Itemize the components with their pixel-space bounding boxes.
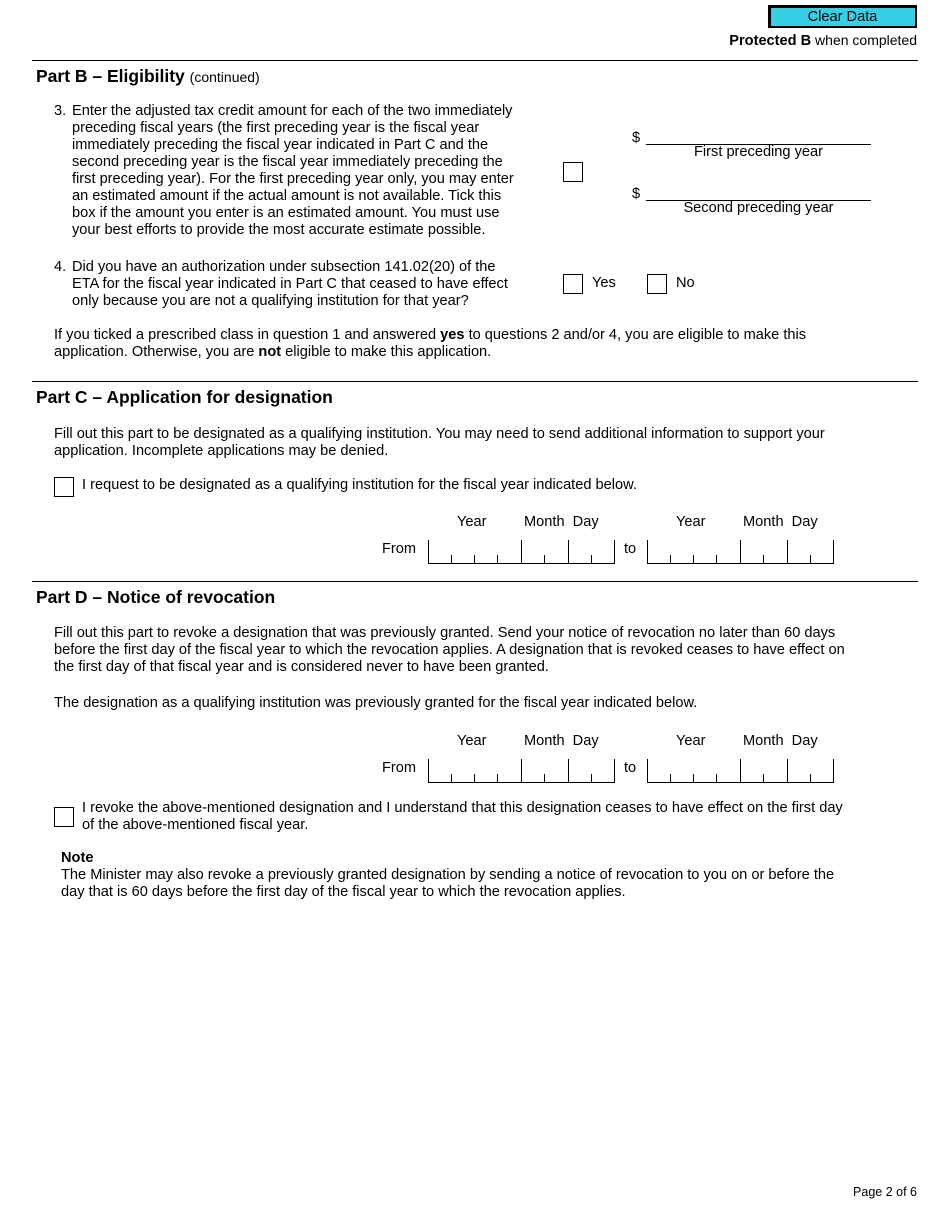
q4-number: 4.: [54, 259, 67, 275]
q3-number: 3.: [54, 103, 67, 119]
part-c-to-month-day-label: Month Day: [743, 514, 818, 530]
revoke-designation-label: [82, 800, 843, 834]
q4-line: Did you have an authorization under subsection 141.02(20) of the: [72, 259, 496, 275]
q3-line: preceding fiscal years (the first preceding year is the fiscal year: [72, 120, 480, 136]
note-line: The Minister may also revoke a previously granted designation by sending a notice of revocation to you on or before the: [61, 867, 835, 883]
previously-granted-text: The designation as a qualifying institution was previously granted for the fiscal year indicated below.: [54, 695, 698, 711]
part-c-from-date-field[interactable]: [428, 540, 615, 564]
page-number: Page 2 of 6: [853, 1185, 917, 1199]
q4-line: ETA for the fiscal year indicated in Part C that ceased to have effect: [72, 276, 508, 292]
eligibility-yes-bold: yes: [440, 327, 465, 343]
part-d-intro-line: the first day of that fiscal year and is considered never to have been granted.: [54, 659, 549, 675]
q3-line: immediately preceding the fiscal year indicated in Part C and the: [72, 137, 489, 153]
part-b-title-sub: (continued): [189, 69, 260, 85]
part-c-to-date-field[interactable]: [647, 540, 834, 564]
eligibility-text: application. Otherwise, you are: [54, 344, 259, 360]
part-c-title: Part C – Application for designation: [36, 387, 333, 407]
first-preceding-year-label: First preceding year: [694, 144, 823, 160]
part-c-intro-line: application. Incomplete applications may be denied.: [54, 443, 389, 459]
eligibility-text: to questions 2 and/or 4, you are eligible to make this: [464, 327, 807, 343]
q4-yes-label: Yes: [592, 275, 616, 291]
note-line: day that is 60 days before the first day of the fiscal year to which the revocation applies.: [61, 884, 626, 900]
q4-no-checkbox[interactable]: [647, 274, 667, 294]
part-d-to-label: to: [624, 760, 637, 776]
part-c-to-year-label: Year: [676, 514, 706, 530]
part-c-from-year-label: Year: [457, 514, 487, 530]
eligibility-text: If you ticked a prescribed class in question 1 and answered: [54, 327, 441, 343]
q3-line: Enter the adjusted tax credit amount for each of the two immediately: [72, 103, 513, 119]
eligibility-line-1: [54, 327, 806, 344]
q4-no-label: No: [676, 275, 695, 291]
part-d-intro: [54, 625, 845, 676]
divider-part-c: [32, 381, 918, 382]
clear-data-button[interactable]: Clear Data: [768, 5, 917, 28]
part-d-title: Part D – Notice of revocation: [36, 587, 276, 607]
eligibility-statement: [54, 327, 806, 361]
part-c-from-label: From: [382, 541, 417, 557]
q3-line: box if the amount you enter is an estimated amount. You must use: [72, 205, 500, 221]
part-d-intro-line: Fill out this part to revoke a designation that was previously granted. Send your notice of revocation no later than 60 days: [54, 625, 836, 641]
note-title: Note: [61, 850, 94, 866]
q3-line: an estimated amount if the actual amount is not available. Tick this: [72, 188, 502, 204]
part-c-intro: [54, 426, 825, 460]
q4-line: only because you are not a qualifying institution for that year?: [72, 293, 469, 309]
estimated-amount-checkbox[interactable]: [563, 162, 583, 182]
part-d-to-year-label: Year: [676, 733, 706, 749]
part-d-to-date-field[interactable]: [647, 759, 834, 783]
part-d-from-month-day-label: Month Day: [524, 733, 599, 749]
eligibility-line-2: [54, 344, 806, 361]
q3-text: [72, 103, 552, 239]
eligibility-not-bold: not: [258, 344, 282, 360]
part-d-from-label: From: [382, 760, 417, 776]
part-d-to-month-day-label: Month Day: [743, 733, 818, 749]
request-designation-label: I request to be designated as a qualifying institution for the fiscal year indicated below.: [82, 477, 637, 493]
q3-line: your best efforts to provide the most accurate estimate possible.: [72, 222, 486, 238]
q3-line: first preceding year). For the first preceding year only, you may enter: [72, 171, 514, 187]
currency-sign-second: $: [632, 186, 641, 202]
note-text: [61, 867, 834, 901]
part-d-from-year-label: Year: [457, 733, 487, 749]
request-designation-checkbox[interactable]: [54, 477, 74, 497]
divider-part-d: [32, 581, 918, 582]
revoke-designation-checkbox[interactable]: [54, 807, 74, 827]
second-preceding-year-label: Second preceding year: [683, 200, 834, 216]
part-d-intro-line: before the first day of the fiscal year to which the revocation applies. A designation that is revoked ceases to have effect on: [54, 642, 845, 658]
part-c-from-month-day-label: Month Day: [524, 514, 599, 530]
revoke-line: I revoke the above-mentioned designation and I understand that this designation ceases to have effect on the first day: [82, 800, 843, 816]
eligibility-text: eligible to make this application.: [281, 344, 492, 360]
part-b-title: [36, 66, 260, 87]
divider-top: [32, 60, 918, 61]
q3-line: second preceding year is the fiscal year immediately preceding the: [72, 154, 503, 170]
currency-sign-first: $: [632, 130, 641, 146]
protected-b-rest: when completed: [811, 32, 917, 48]
protected-b-label: [729, 32, 917, 49]
protected-b-bold: Protected B: [729, 33, 812, 49]
q4-text: [72, 259, 552, 310]
part-d-from-date-field[interactable]: [428, 759, 615, 783]
part-c-to-label: to: [624, 541, 637, 557]
part-c-intro-line: Fill out this part to be designated as a qualifying institution. You may need to send additional information to support your: [54, 426, 825, 442]
revoke-line: of the above-mentioned fiscal year.: [82, 817, 309, 833]
part-b-title-text: Part B – Eligibility: [36, 66, 185, 86]
q4-yes-checkbox[interactable]: [563, 274, 583, 294]
